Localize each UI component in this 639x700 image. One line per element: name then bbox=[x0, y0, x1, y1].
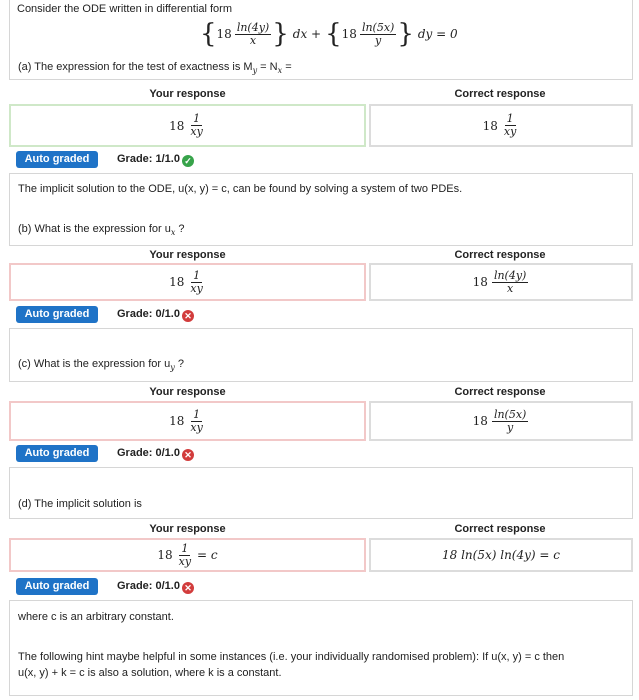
grade-c: Grade: 0/1.0 ✕ bbox=[117, 445, 194, 462]
correct-response-a: 18 $\frac{1}{xy}$ bbox=[369, 104, 633, 147]
cross-icon: ✕ bbox=[182, 310, 194, 322]
intro-text: Consider the ODE written in differential form bbox=[17, 3, 232, 15]
response-table-a bbox=[9, 86, 633, 150]
hint-line-2: u(x, y) + k = c is also a solution, where k is a constant. bbox=[18, 667, 282, 679]
right-brace-icon-2: } bbox=[397, 19, 414, 49]
question-card-d bbox=[9, 467, 633, 519]
header-your-response-c: Your response bbox=[149, 386, 226, 398]
ode-equation bbox=[200, 17, 458, 51]
question-card-c bbox=[9, 328, 633, 382]
response-table-c bbox=[9, 384, 633, 442]
ode-dy: dy = 0 bbox=[417, 27, 458, 41]
header-your-response-b: Your response bbox=[149, 249, 226, 261]
pde-text: The implicit solution to the ODE, u(x, y) = c, can be found by solving a system of two PDEs. bbox=[18, 183, 463, 195]
part-b-label: (b) What is the expression for $u_x$ ? bbox=[18, 223, 185, 238]
left-brace-icon-2: { bbox=[325, 19, 342, 49]
auto-graded-badge-a: Auto graded bbox=[16, 151, 98, 168]
ode-dx: dx + bbox=[292, 27, 322, 41]
header-correct-response: Correct response bbox=[454, 88, 546, 100]
check-icon: ✓ bbox=[182, 155, 194, 167]
ode-coef-1: 18 bbox=[216, 27, 232, 41]
response-table-b bbox=[9, 247, 633, 303]
part-d-label: (d) The implicit solution is bbox=[18, 498, 142, 510]
right-brace-icon: } bbox=[272, 19, 289, 49]
ode-den-1: x bbox=[249, 33, 257, 47]
ode-den-2: y bbox=[375, 33, 382, 47]
header-your-response: Your response bbox=[149, 88, 226, 100]
grade-a: Grade: 1/1.0 ✓ bbox=[117, 151, 194, 168]
auto-graded-badge-d: Auto graded bbox=[16, 578, 98, 595]
auto-graded-badge-c: Auto graded bbox=[16, 445, 98, 462]
header-correct-response-b: Correct response bbox=[454, 249, 546, 261]
header-correct-response-c: Correct response bbox=[454, 386, 546, 398]
part-a-label: (a) The expression for the test of exactness is $M_y = N_x$ = bbox=[18, 61, 292, 76]
correct-response-d: 18 ln(5x) ln(4y) = c bbox=[369, 538, 633, 572]
ode-frac-1 bbox=[235, 22, 271, 47]
auto-graded-badge-b: Auto graded bbox=[16, 306, 98, 323]
grade-d: Grade: 0/1.0 ✕ bbox=[117, 578, 194, 595]
where-text: where c is an arbitrary constant. bbox=[18, 611, 174, 623]
header-your-response-d: Your response bbox=[149, 523, 226, 535]
response-table-d bbox=[9, 521, 633, 573]
hint-line-1: The following hint maybe helpful in some instances (i.e. your individually randomised problem): If u(x, y) = c then bbox=[18, 651, 565, 663]
cross-icon-c: ✕ bbox=[182, 449, 194, 461]
grade-b: Grade: 0/1.0 ✕ bbox=[117, 306, 194, 323]
left-brace-icon: { bbox=[200, 19, 217, 49]
ode-num-1: ln(4y) bbox=[236, 20, 270, 34]
ode-frac-2 bbox=[360, 22, 396, 47]
part-c-label: (c) What is the expression for $u_y$ ? bbox=[18, 358, 184, 373]
your-response-d: 18 $\frac{1}{xy}$ = c bbox=[9, 538, 366, 572]
correct-response-b: 18 $\frac{\ln(4y)}{x}$ bbox=[369, 263, 633, 301]
cross-icon-d: ✕ bbox=[182, 582, 194, 594]
ode-num-2: ln(5x) bbox=[361, 20, 395, 34]
header-correct-response-d: Correct response bbox=[454, 523, 546, 535]
your-response-a: 18 $\frac{1}{xy}$ bbox=[9, 104, 366, 147]
your-response-b: 18 $\frac{1}{xy}$ bbox=[9, 263, 366, 301]
correct-response-c: 18 $\frac{\ln(5x)}{y}$ bbox=[369, 401, 633, 441]
ode-coef-2: 18 bbox=[341, 27, 357, 41]
your-response-c: 18 $\frac{1}{xy}$ bbox=[9, 401, 366, 441]
